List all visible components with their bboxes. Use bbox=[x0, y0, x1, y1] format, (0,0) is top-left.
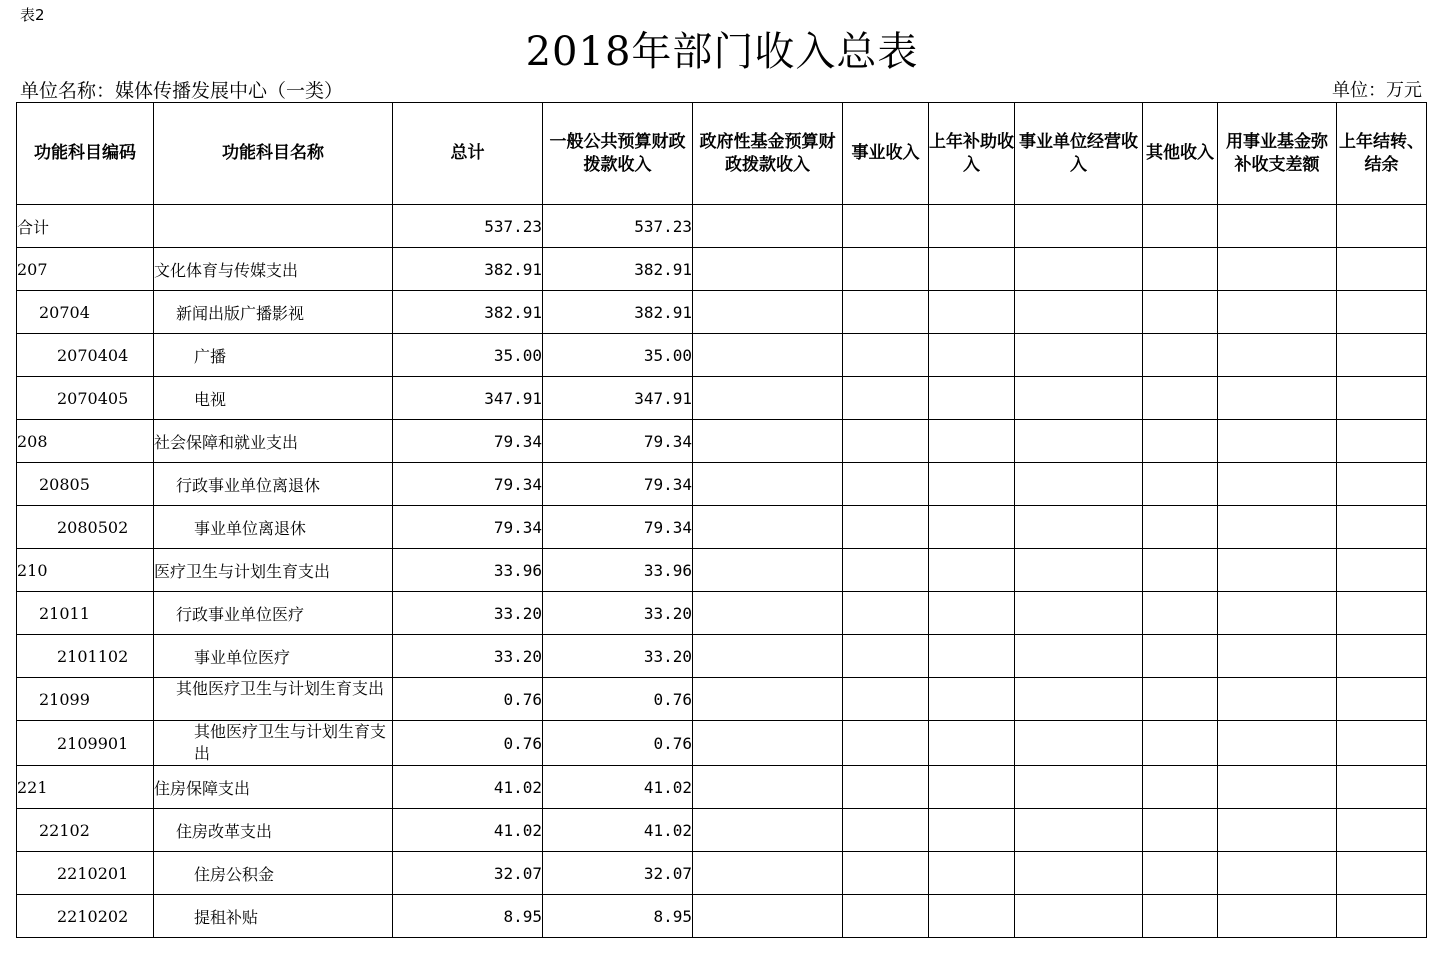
row-gov-fund-cell bbox=[693, 420, 843, 463]
row-code-cell: 207 bbox=[17, 248, 154, 291]
row-carryover-cell bbox=[1337, 291, 1427, 334]
table-row bbox=[17, 721, 1427, 766]
row-general-budget-cell: 41.02 bbox=[543, 809, 693, 852]
row-other-income-cell bbox=[1143, 334, 1218, 377]
row-name-cell: 社会保障和就业支出 bbox=[154, 420, 393, 463]
header-other-income: 其他收入 bbox=[1143, 103, 1218, 205]
row-other-income-cell bbox=[1143, 678, 1218, 721]
row-code-cell: 20805 bbox=[17, 463, 154, 506]
row-business-income-cell bbox=[843, 420, 929, 463]
row-name-cell: 住房公积金 bbox=[154, 852, 393, 895]
row-name-cell: 行政事业单位离退休 bbox=[154, 463, 393, 506]
row-prior-subsidy-cell bbox=[929, 248, 1015, 291]
row-carryover-cell bbox=[1337, 248, 1427, 291]
row-total-cell: 347.91 bbox=[393, 377, 543, 420]
table-row bbox=[17, 895, 1427, 938]
row-fund-balance-cell bbox=[1218, 721, 1337, 766]
row-general-budget-cell: 79.34 bbox=[543, 506, 693, 549]
row-fund-balance-cell bbox=[1218, 248, 1337, 291]
row-other-income-cell bbox=[1143, 809, 1218, 852]
row-other-income-cell bbox=[1143, 549, 1218, 592]
row-business-income-cell bbox=[843, 721, 929, 766]
row-total-cell: 33.96 bbox=[393, 549, 543, 592]
table-row bbox=[17, 506, 1427, 549]
page-title: 2018年部门收入总表 bbox=[525, 29, 919, 75]
row-gov-fund-cell bbox=[693, 592, 843, 635]
row-gov-fund-cell bbox=[693, 248, 843, 291]
row-carryover-cell bbox=[1337, 635, 1427, 678]
row-total-cell: 0.76 bbox=[393, 721, 543, 766]
row-prior-subsidy-cell bbox=[929, 205, 1015, 248]
row-general-budget-cell: 8.95 bbox=[543, 895, 693, 938]
table-row bbox=[17, 248, 1427, 291]
row-operating-income-cell bbox=[1015, 291, 1143, 334]
header-general-budget: 一般公共预算财政拨款收入 bbox=[543, 103, 693, 205]
row-total-cell: 33.20 bbox=[393, 635, 543, 678]
row-gov-fund-cell bbox=[693, 506, 843, 549]
row-prior-subsidy-cell bbox=[929, 592, 1015, 635]
row-name-cell: 行政事业单位医疗 bbox=[154, 592, 393, 635]
income-summary-table bbox=[16, 102, 1427, 938]
row-fund-balance-cell bbox=[1218, 766, 1337, 809]
row-code-cell: 221 bbox=[17, 766, 154, 809]
row-carryover-cell bbox=[1337, 721, 1427, 766]
header-gov-fund-budget: 政府性基金预算财政拨款收入 bbox=[693, 103, 843, 205]
row-code-cell: 21099 bbox=[17, 678, 154, 721]
row-general-budget-cell: 0.76 bbox=[543, 721, 693, 766]
row-prior-subsidy-cell bbox=[929, 635, 1015, 678]
header-fund-balance: 用事业基金弥补收支差额 bbox=[1218, 103, 1337, 205]
row-name-cell: 其他医疗卫生与计划生育支出 bbox=[154, 721, 393, 766]
row-total-cell: 382.91 bbox=[393, 291, 543, 334]
row-fund-balance-cell bbox=[1218, 463, 1337, 506]
row-code-cell: 2070404 bbox=[17, 334, 154, 377]
row-code-cell: 20704 bbox=[17, 291, 154, 334]
row-general-budget-cell: 33.20 bbox=[543, 592, 693, 635]
row-code-cell: 2210201 bbox=[17, 852, 154, 895]
row-fund-balance-cell bbox=[1218, 852, 1337, 895]
row-prior-subsidy-cell bbox=[929, 852, 1015, 895]
row-prior-subsidy-cell bbox=[929, 721, 1015, 766]
row-other-income-cell bbox=[1143, 592, 1218, 635]
row-code-cell: 2070405 bbox=[17, 377, 154, 420]
row-carryover-cell bbox=[1337, 334, 1427, 377]
table-row bbox=[17, 334, 1427, 377]
row-other-income-cell bbox=[1143, 205, 1218, 248]
row-carryover-cell bbox=[1337, 549, 1427, 592]
header-function-name: 功能科目名称 bbox=[154, 103, 393, 205]
row-prior-subsidy-cell bbox=[929, 506, 1015, 549]
row-operating-income-cell bbox=[1015, 766, 1143, 809]
row-fund-balance-cell bbox=[1218, 895, 1337, 938]
row-other-income-cell bbox=[1143, 463, 1218, 506]
row-operating-income-cell bbox=[1015, 852, 1143, 895]
row-general-budget-cell: 382.91 bbox=[543, 291, 693, 334]
row-general-budget-cell: 32.07 bbox=[543, 852, 693, 895]
row-carryover-cell bbox=[1337, 205, 1427, 248]
row-carryover-cell bbox=[1337, 809, 1427, 852]
table-row bbox=[17, 291, 1427, 334]
row-prior-subsidy-cell bbox=[929, 766, 1015, 809]
table-row bbox=[17, 420, 1427, 463]
row-carryover-cell bbox=[1337, 852, 1427, 895]
row-business-income-cell bbox=[843, 809, 929, 852]
row-code-cell: 21011 bbox=[17, 592, 154, 635]
row-operating-income-cell bbox=[1015, 721, 1143, 766]
row-operating-income-cell bbox=[1015, 678, 1143, 721]
row-code-cell: 2101102 bbox=[17, 635, 154, 678]
row-gov-fund-cell bbox=[693, 678, 843, 721]
row-gov-fund-cell bbox=[693, 721, 843, 766]
header-total: 总计 bbox=[393, 103, 543, 205]
row-carryover-cell bbox=[1337, 377, 1427, 420]
row-name-cell: 事业单位离退休 bbox=[154, 506, 393, 549]
row-total-cell: 79.34 bbox=[393, 506, 543, 549]
row-code-cell: 2080502 bbox=[17, 506, 154, 549]
row-other-income-cell bbox=[1143, 895, 1218, 938]
row-name-cell: 电视 bbox=[154, 377, 393, 420]
row-total-cell: 41.02 bbox=[393, 766, 543, 809]
row-code-cell: 22102 bbox=[17, 809, 154, 852]
row-general-budget-cell: 537.23 bbox=[543, 205, 693, 248]
row-name-cell: 事业单位医疗 bbox=[154, 635, 393, 678]
row-prior-subsidy-cell bbox=[929, 678, 1015, 721]
header-prior-year-subsidy: 上年补助收入 bbox=[929, 103, 1015, 205]
row-prior-subsidy-cell bbox=[929, 895, 1015, 938]
currency-unit-label: 单位：万元 bbox=[1332, 80, 1422, 101]
row-prior-subsidy-cell bbox=[929, 549, 1015, 592]
row-gov-fund-cell bbox=[693, 635, 843, 678]
row-business-income-cell bbox=[843, 549, 929, 592]
row-general-budget-cell: 79.34 bbox=[543, 463, 693, 506]
row-gov-fund-cell bbox=[693, 291, 843, 334]
row-code-cell: 合计 bbox=[17, 205, 154, 248]
organization-name: 单位名称：媒体传播发展中心（一类） bbox=[20, 80, 344, 102]
row-operating-income-cell bbox=[1015, 549, 1143, 592]
row-name-cell: 文化体育与传媒支出 bbox=[154, 248, 393, 291]
row-business-income-cell bbox=[843, 678, 929, 721]
row-total-cell: 79.34 bbox=[393, 463, 543, 506]
row-name-cell: 住房保障支出 bbox=[154, 766, 393, 809]
table-row bbox=[17, 205, 1427, 248]
row-operating-income-cell bbox=[1015, 809, 1143, 852]
row-gov-fund-cell bbox=[693, 895, 843, 938]
row-fund-balance-cell bbox=[1218, 549, 1337, 592]
table-row bbox=[17, 592, 1427, 635]
row-general-budget-cell: 0.76 bbox=[543, 678, 693, 721]
header-operating-income: 事业单位经营收入 bbox=[1015, 103, 1143, 205]
row-business-income-cell bbox=[843, 895, 929, 938]
row-operating-income-cell bbox=[1015, 420, 1143, 463]
row-general-budget-cell: 79.34 bbox=[543, 420, 693, 463]
row-other-income-cell bbox=[1143, 420, 1218, 463]
header-function-code: 功能科目编码 bbox=[17, 103, 154, 205]
row-total-cell: 537.23 bbox=[393, 205, 543, 248]
row-fund-balance-cell bbox=[1218, 592, 1337, 635]
row-total-cell: 79.34 bbox=[393, 420, 543, 463]
table-row bbox=[17, 678, 1427, 721]
row-carryover-cell bbox=[1337, 463, 1427, 506]
row-operating-income-cell bbox=[1015, 463, 1143, 506]
row-code-cell: 2210202 bbox=[17, 895, 154, 938]
row-gov-fund-cell bbox=[693, 377, 843, 420]
row-carryover-cell bbox=[1337, 766, 1427, 809]
table-row bbox=[17, 766, 1427, 809]
row-gov-fund-cell bbox=[693, 809, 843, 852]
row-gov-fund-cell bbox=[693, 463, 843, 506]
row-other-income-cell bbox=[1143, 635, 1218, 678]
row-gov-fund-cell bbox=[693, 549, 843, 592]
row-code-cell: 208 bbox=[17, 420, 154, 463]
row-operating-income-cell bbox=[1015, 205, 1143, 248]
row-carryover-cell bbox=[1337, 678, 1427, 721]
header-business-income: 事业收入 bbox=[843, 103, 929, 205]
row-business-income-cell bbox=[843, 377, 929, 420]
row-fund-balance-cell bbox=[1218, 377, 1337, 420]
row-name-cell: 医疗卫生与计划生育支出 bbox=[154, 549, 393, 592]
row-prior-subsidy-cell bbox=[929, 463, 1015, 506]
row-fund-balance-cell bbox=[1218, 291, 1337, 334]
row-other-income-cell bbox=[1143, 766, 1218, 809]
row-prior-subsidy-cell bbox=[929, 809, 1015, 852]
row-name-cell: 其他医疗卫生与计划生育支出 bbox=[154, 678, 393, 721]
table-number-label: 表2 bbox=[20, 6, 45, 24]
row-operating-income-cell bbox=[1015, 635, 1143, 678]
row-other-income-cell bbox=[1143, 506, 1218, 549]
row-business-income-cell bbox=[843, 291, 929, 334]
row-operating-income-cell bbox=[1015, 377, 1143, 420]
row-carryover-cell bbox=[1337, 592, 1427, 635]
row-gov-fund-cell bbox=[693, 766, 843, 809]
row-business-income-cell bbox=[843, 205, 929, 248]
row-general-budget-cell: 41.02 bbox=[543, 766, 693, 809]
row-prior-subsidy-cell bbox=[929, 420, 1015, 463]
row-fund-balance-cell bbox=[1218, 205, 1337, 248]
row-operating-income-cell bbox=[1015, 248, 1143, 291]
row-business-income-cell bbox=[843, 766, 929, 809]
row-total-cell: 0.76 bbox=[393, 678, 543, 721]
row-other-income-cell bbox=[1143, 377, 1218, 420]
row-fund-balance-cell bbox=[1218, 334, 1337, 377]
table-row bbox=[17, 463, 1427, 506]
header-carryover: 上年结转、结余 bbox=[1337, 103, 1427, 205]
table-row bbox=[17, 549, 1427, 592]
row-operating-income-cell bbox=[1015, 506, 1143, 549]
row-business-income-cell bbox=[843, 463, 929, 506]
row-gov-fund-cell bbox=[693, 852, 843, 895]
row-general-budget-cell: 33.96 bbox=[543, 549, 693, 592]
row-name-cell bbox=[154, 205, 393, 248]
row-business-income-cell bbox=[843, 592, 929, 635]
row-carryover-cell bbox=[1337, 895, 1427, 938]
row-general-budget-cell: 382.91 bbox=[543, 248, 693, 291]
row-total-cell: 35.00 bbox=[393, 334, 543, 377]
row-business-income-cell bbox=[843, 248, 929, 291]
row-business-income-cell bbox=[843, 635, 929, 678]
table-row bbox=[17, 377, 1427, 420]
row-prior-subsidy-cell bbox=[929, 377, 1015, 420]
row-fund-balance-cell bbox=[1218, 420, 1337, 463]
row-fund-balance-cell bbox=[1218, 635, 1337, 678]
row-general-budget-cell: 35.00 bbox=[543, 334, 693, 377]
row-other-income-cell bbox=[1143, 852, 1218, 895]
row-name-cell: 新闻出版广播影视 bbox=[154, 291, 393, 334]
row-fund-balance-cell bbox=[1218, 809, 1337, 852]
row-gov-fund-cell bbox=[693, 334, 843, 377]
row-operating-income-cell bbox=[1015, 592, 1143, 635]
row-name-cell: 广播 bbox=[154, 334, 393, 377]
row-carryover-cell bbox=[1337, 420, 1427, 463]
row-fund-balance-cell bbox=[1218, 506, 1337, 549]
row-name-cell: 住房改革支出 bbox=[154, 809, 393, 852]
row-gov-fund-cell bbox=[693, 205, 843, 248]
row-prior-subsidy-cell bbox=[929, 291, 1015, 334]
row-general-budget-cell: 347.91 bbox=[543, 377, 693, 420]
row-prior-subsidy-cell bbox=[929, 334, 1015, 377]
table-row bbox=[17, 852, 1427, 895]
table-header-row bbox=[17, 103, 1427, 205]
row-business-income-cell bbox=[843, 334, 929, 377]
row-other-income-cell bbox=[1143, 248, 1218, 291]
row-code-cell: 2109901 bbox=[17, 721, 154, 766]
table-row bbox=[17, 635, 1427, 678]
row-total-cell: 32.07 bbox=[393, 852, 543, 895]
row-other-income-cell bbox=[1143, 721, 1218, 766]
row-operating-income-cell bbox=[1015, 334, 1143, 377]
row-fund-balance-cell bbox=[1218, 678, 1337, 721]
row-carryover-cell bbox=[1337, 506, 1427, 549]
row-name-cell: 提租补贴 bbox=[154, 895, 393, 938]
row-total-cell: 33.20 bbox=[393, 592, 543, 635]
row-business-income-cell bbox=[843, 506, 929, 549]
row-total-cell: 8.95 bbox=[393, 895, 543, 938]
row-business-income-cell bbox=[843, 852, 929, 895]
table-row bbox=[17, 809, 1427, 852]
row-other-income-cell bbox=[1143, 291, 1218, 334]
row-code-cell: 210 bbox=[17, 549, 154, 592]
row-total-cell: 41.02 bbox=[393, 809, 543, 852]
row-general-budget-cell: 33.20 bbox=[543, 635, 693, 678]
row-operating-income-cell bbox=[1015, 895, 1143, 938]
row-total-cell: 382.91 bbox=[393, 248, 543, 291]
